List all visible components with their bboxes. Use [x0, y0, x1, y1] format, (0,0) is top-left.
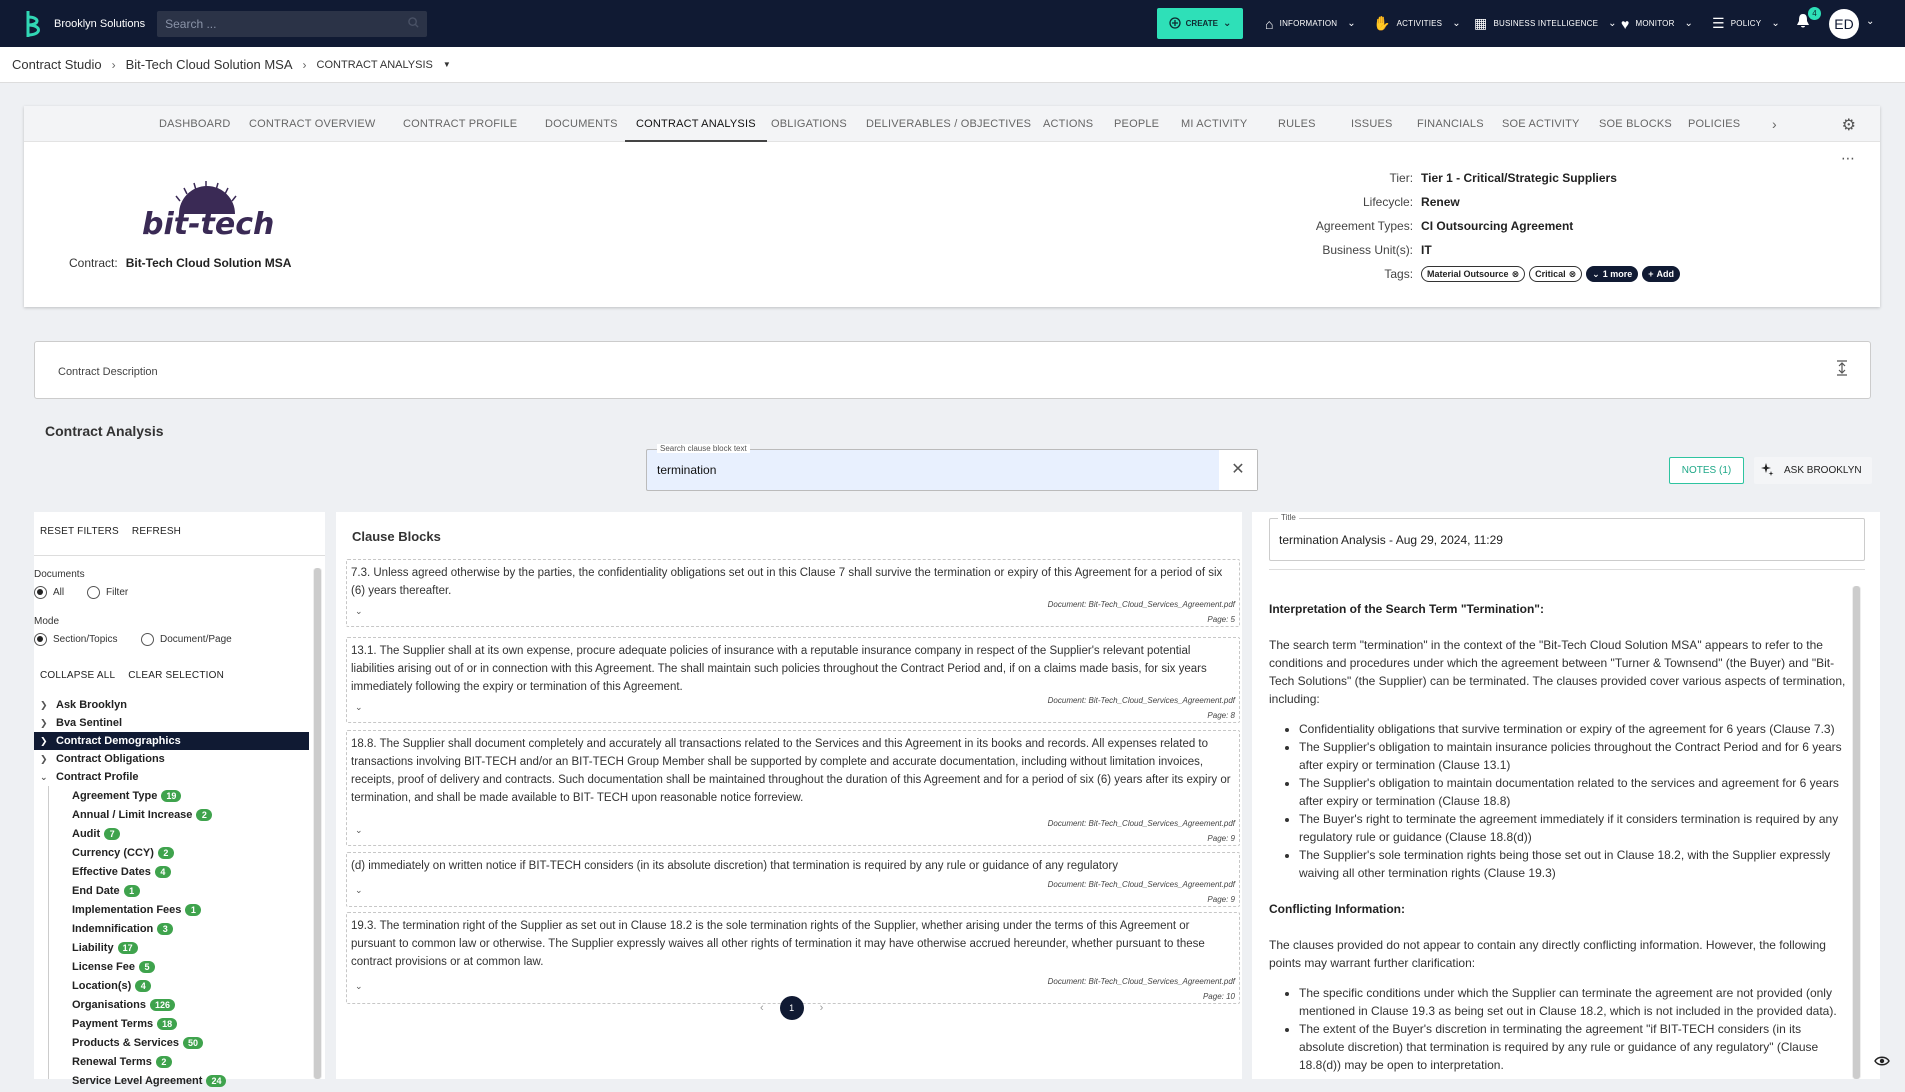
tree-subitem-label: Indemnification	[72, 922, 154, 935]
chevron-right-icon[interactable]: ❯	[40, 699, 48, 710]
chevron-down-icon: ⌄	[1222, 18, 1232, 29]
attr-lifecycle	[1271, 190, 1684, 214]
count-badge: 3	[157, 923, 173, 935]
tree-subitem[interactable]	[34, 881, 309, 900]
tree-subitem-label: Location(s)	[72, 979, 132, 992]
attr-lifecycle-value: Renew	[1421, 195, 1460, 209]
radio-unselected-icon	[87, 586, 100, 599]
gear-icon[interactable]: ⚙	[1841, 117, 1856, 134]
more-tags-label: 1 more	[1602, 269, 1633, 279]
conflicting-list	[1269, 984, 1847, 1074]
clause-document: Document: Bit-Tech_Cloud_Services_Agreement.pdf	[1047, 880, 1235, 889]
tree-subitem-label: Implementation Fees	[72, 903, 182, 916]
tag-label: Critical	[1535, 269, 1566, 279]
clear-selection-button[interactable]: CLEAR SELECTION	[128, 670, 225, 681]
tree-subitem-label: Annual / Limit Increase	[72, 808, 193, 821]
add-tag-label: Add	[1656, 269, 1674, 279]
tree-item-bva-sentinel[interactable]	[34, 714, 309, 732]
menu-policy-label: POLICY	[1730, 19, 1762, 28]
chevron-down-icon: ⌄	[1592, 268, 1600, 279]
caret-down-icon[interactable]: ▼	[442, 60, 451, 69]
chevron-down-icon[interactable]: ⌄	[355, 885, 363, 895]
documents-filter-label: Filter	[106, 587, 129, 598]
clause-blocks-title: Clause Blocks	[352, 529, 441, 544]
chevron-right-icon[interactable]: ❯	[40, 717, 48, 728]
chevron-right-icon: ›	[302, 57, 307, 72]
tree-subitem[interactable]	[34, 843, 309, 862]
note-title-field[interactable]	[1269, 513, 1865, 561]
tab-actions[interactable]: ACTIONS	[1043, 118, 1094, 130]
menu-policy[interactable]	[1712, 0, 1780, 47]
attr-business-units-value: IT	[1421, 243, 1432, 257]
tree-subitem[interactable]	[34, 957, 309, 976]
tree-subitem[interactable]	[34, 1033, 309, 1052]
tree-subitem-label: Organisations	[72, 998, 146, 1011]
menu-information[interactable]	[1265, 0, 1356, 47]
tag-label: Material Outsource	[1427, 269, 1509, 279]
count-badge: 2	[158, 847, 174, 859]
count-badge: 50	[183, 1037, 203, 1049]
list-item: • The Supplier's sole termination rights being those set out in Clause 18.2, with the Supplier expressly waiving all other termination rights (Clause 19.3)	[1299, 846, 1847, 882]
attr-tags-key: Tags:	[1384, 267, 1414, 281]
sliders-icon: ☰	[1712, 15, 1725, 31]
tree-subitem-label: Audit	[72, 827, 101, 840]
pagination	[760, 996, 823, 1020]
user-avatar[interactable]: ED	[1829, 9, 1859, 39]
tree-item-ask-brooklyn[interactable]	[34, 696, 309, 714]
radio-selected-icon	[34, 586, 47, 599]
more-tags-button[interactable]	[1586, 266, 1638, 282]
current-page-button[interactable]: 1	[780, 996, 804, 1020]
tree-item-contract-demographics[interactable]	[34, 732, 309, 750]
hand-icon: ✋	[1373, 15, 1391, 31]
chevron-right-icon[interactable]: ❯	[40, 735, 48, 746]
tree-subitem-label: Service Level Agreement	[72, 1074, 203, 1087]
interpretation-paragraph: The search term "termination" in the context of the "Bit-Tech Cloud Solution MSA" appears to refer to the conditions and procedures under which the agreement between "Turner & Townsend" (the Buyer) and "Bit-Tech Solutions" (the Supplier) can be terminated. The clauses provided cover various aspects of termination, including:	[1269, 638, 1846, 706]
attr-tier-value: Tier 1 - Critical/Strategic Suppliers	[1421, 171, 1617, 185]
mode-document-radio[interactable]	[141, 633, 232, 646]
tree-subitem[interactable]	[34, 995, 309, 1014]
tree-guide-line	[48, 786, 49, 1079]
count-badge: 1	[124, 885, 140, 897]
tab-rules[interactable]: RULES	[1278, 118, 1316, 130]
menu-business-intelligence[interactable]	[1474, 0, 1617, 47]
tree-subitem[interactable]	[34, 919, 309, 938]
clause-page: Page: 9	[1207, 895, 1235, 904]
plus-icon: +	[1648, 269, 1654, 279]
menu-monitor-label: MONITOR	[1635, 19, 1675, 28]
eye-icon[interactable]	[1874, 1054, 1890, 1070]
clause-text: (d) immediately on written notice if BIT-TECH considers (in its absolute discretion) that termination is required by any rule or guidance of any regulatory	[351, 860, 1119, 872]
grid-icon: ▦	[1474, 15, 1488, 31]
documents-all-label: All	[53, 587, 65, 598]
brooklyn-logo-icon[interactable]	[24, 9, 44, 39]
contract-attributes	[1271, 166, 1684, 286]
global-search-placeholder: Search ...	[165, 16, 217, 31]
chevron-right-icon: ›	[111, 57, 116, 72]
chevron-right-icon[interactable]: ›	[1772, 116, 1777, 132]
interpretation-list	[1269, 720, 1847, 882]
filter-panel	[34, 512, 325, 1087]
add-tag-button[interactable]	[1642, 266, 1680, 282]
notes-button[interactable]: NOTES (1)	[1669, 457, 1744, 484]
close-icon[interactable]: ✕	[1219, 450, 1257, 490]
contract-header-card	[24, 106, 1880, 307]
breadcrumb-contract-name[interactable]: Bit-Tech Cloud Solution MSA	[125, 57, 293, 72]
attr-tags	[1271, 262, 1684, 286]
reset-filters-button[interactable]: RESET FILTERS	[40, 526, 119, 537]
conflicting-heading: Conflicting Information:	[1269, 902, 1405, 916]
tree-item-label: Contract Demographics	[56, 735, 181, 747]
chevron-down-icon[interactable]: ⌄	[40, 771, 48, 782]
clause-document: Document: Bit-Tech_Cloud_Services_Agreement.pdf	[1047, 819, 1235, 828]
clause-search-value[interactable]: termination	[657, 463, 717, 477]
tag-chip[interactable]	[1529, 266, 1582, 282]
list-item: • The extent of the Buyer's discretion in terminating the agreement "if BIT-TECH considers (in its absolute discretion) that termination is required by any rule or guidance of any regulatory" (Clause 18.8(d)) may be open to interpretation.	[1299, 1020, 1847, 1074]
heart-pulse-icon: ♥	[1621, 15, 1630, 32]
attr-business-units-key: Business Unit(s):	[1322, 243, 1414, 257]
count-badge: 24	[206, 1075, 226, 1087]
organisation-name: Brooklyn Solutions	[54, 17, 146, 30]
tree-subitem[interactable]	[34, 824, 309, 843]
clause-text: 18.8. The Supplier shall document completely and accurately all transactions related to the Services and this Agreement in its books and records. All expenses related to transactions involving BIT-TECH and/or an BIT-TECH Group Member shall be supported by complete and accurate documentation, including without limitation invoices, receipts, proof of delivery and contracts. Such documentation shall be maintained throughout the duration of this Agreement and for a period of six (6) years after its expiry or termination, and shall be made available to BIT- TECH upon reasonable notice forreview.	[351, 738, 1231, 804]
list-item: • The Buyer's right to terminate the agreement immediately if it considers termination is required by any regulatory rule or guidance (Clause 18.8(d))	[1299, 810, 1847, 846]
sparkle-icon	[1760, 462, 1774, 479]
tree-actions	[40, 670, 224, 681]
contract-tabs	[24, 106, 1880, 142]
chevron-left-icon[interactable]: ‹	[760, 1002, 764, 1014]
remove-tag-icon[interactable]: ⊗	[1568, 268, 1577, 279]
tree-subitem[interactable]	[34, 900, 309, 919]
count-badge: 2	[156, 1056, 172, 1068]
chevron-down-icon: ⌄	[1452, 18, 1461, 29]
clause-document: Document: Bit-Tech_Cloud_Services_Agreement.pdf	[1047, 600, 1235, 609]
count-badge: 126	[150, 999, 175, 1011]
tree-subitem[interactable]	[34, 938, 309, 957]
chevron-right-icon[interactable]: ›	[819, 1002, 824, 1014]
count-badge: 18	[157, 1018, 177, 1030]
clause-block[interactable]	[346, 912, 1240, 1004]
clause-page: Page: 8	[1207, 711, 1235, 720]
analysis-content	[1269, 600, 1847, 1092]
mode-label: Mode	[34, 616, 60, 627]
breadcrumb-current-page[interactable]: CONTRACT ANALYSIS	[316, 58, 433, 71]
tree-subitem[interactable]	[34, 862, 309, 881]
clause-search-input[interactable]	[646, 444, 1258, 491]
mode-section-radio[interactable]	[34, 633, 117, 646]
note-scrollbar[interactable]	[1852, 586, 1861, 1079]
chevron-right-icon[interactable]: ❯	[40, 753, 48, 764]
tab-contract-profile[interactable]: CONTRACT PROFILE	[403, 118, 518, 130]
contract-label: Contract:	[69, 256, 118, 270]
create-label: CREATE	[1185, 19, 1218, 28]
contract-analysis-title: Contract Analysis	[45, 423, 164, 439]
clause-document: Document: Bit-Tech_Cloud_Services_Agreement.pdf	[1047, 977, 1235, 986]
count-badge: 2	[196, 809, 212, 821]
list-item: • Confidentiality obligations that survive termination or expiry of the agreement for 6 years (Clause 7.3)	[1299, 720, 1847, 738]
note-title-value[interactable]: termination Analysis - Aug 29, 2024, 11:29	[1279, 533, 1503, 547]
clause-text: 13.1. The Supplier shall at its own expense, procure adequate policies of insurance with a reputable insurance company in respect of the Supplier's relevant potential liabilities arising out of or in connection with this Agreement. The shall maintain such policies throughout the Contract Period and, if on a claims made basis, for six years immediately following the expiry or termination of this Agreement.	[351, 645, 1207, 693]
tab-soe-blocks[interactable]: SOE BLOCKS	[1599, 118, 1672, 130]
breadcrumb	[0, 47, 1905, 83]
list-item: • The Supplier's obligation to maintain insurance policies throughout the Contract Period and for 6 years after expiry or termination (Clause 13.1)	[1299, 738, 1847, 774]
tab-dashboard[interactable]: DASHBOARD	[159, 118, 231, 130]
ask-brooklyn-button[interactable]	[1754, 457, 1872, 484]
tag-chip[interactable]	[1421, 266, 1525, 282]
tree-subitem[interactable]	[34, 1052, 309, 1071]
interpretation-heading: Interpretation of the Search Term "Termination":	[1269, 602, 1544, 616]
notification-count-badge: 4	[1808, 7, 1821, 20]
attr-agreement-types-key: Agreement Types:	[1315, 219, 1414, 233]
tree-subitem-label: End Date	[72, 884, 120, 897]
filter-actions	[40, 526, 181, 537]
tab-issues[interactable]: ISSUES	[1351, 118, 1393, 130]
supplier-logo	[114, 174, 284, 244]
note-title-label: Title	[1278, 513, 1299, 522]
count-badge: 1	[185, 904, 201, 916]
tree-subitem-label: Effective Dates	[72, 865, 151, 878]
tab-soe-activity[interactable]: SOE ACTIVITY	[1502, 118, 1580, 130]
menu-monitor[interactable]	[1621, 0, 1693, 47]
chevron-down-icon[interactable]: ⌄	[1866, 16, 1875, 27]
tree-subitem-label: Currency (CCY)	[72, 846, 154, 859]
search-icon	[408, 17, 419, 31]
clause-page: Page: 5	[1207, 615, 1235, 624]
ask-brooklyn-label: ASK BROOKLYN	[1784, 465, 1862, 476]
home-icon: ⌂	[1265, 15, 1274, 32]
list-item: • The Supplier's obligation to maintain documentation related to the services and agreement for 6 years after expiry or termination (Clause 18.8)	[1299, 774, 1847, 810]
tab-obligations[interactable]: OBLIGATIONS	[771, 118, 847, 130]
mode-document-label: Document/Page	[160, 634, 232, 645]
tree-subitem-label: Liability	[72, 941, 114, 954]
chevron-down-icon[interactable]: ⌄	[355, 825, 363, 835]
divider	[34, 555, 325, 556]
clause-text: 19.3. The termination right of the Supplier as set out in Clause 18.2 is the sole termination rights of the Supplier, whether arising under the terms of this Agreement or pursuant to common law or otherwise. The Supplier expressly waives all other rights of termination it may have otherwise accrued hereunder, whether pursuant to these contract provisions or at common law.	[351, 920, 1205, 968]
tab-people[interactable]: PEOPLE	[1114, 118, 1160, 130]
global-search-input[interactable]	[157, 11, 427, 37]
count-badge: 7	[104, 828, 120, 840]
count-badge: 5	[139, 961, 155, 973]
radio-unselected-icon	[141, 633, 154, 646]
count-badge: 19	[161, 790, 181, 802]
tree-item-label: Contract Profile	[56, 771, 139, 783]
tree-subitem-label: Products & Services	[72, 1036, 179, 1049]
menu-business-intelligence-label: BUSINESS INTELLIGENCE	[1493, 19, 1599, 28]
tree-item-label: Contract Obligations	[56, 753, 165, 765]
tree-item-contract-obligations[interactable]	[34, 750, 309, 768]
tree-item-label: Ask Brooklyn	[56, 699, 127, 711]
filter-scrollbar[interactable]	[313, 568, 322, 1079]
topic-tree	[34, 696, 309, 1090]
menu-activities[interactable]	[1373, 0, 1461, 47]
tab-policies[interactable]: POLICIES	[1688, 118, 1741, 130]
clause-block[interactable]	[346, 637, 1240, 723]
tab-deliverables-objectives[interactable]: DELIVERABLES / OBJECTIVES	[866, 118, 1032, 130]
menu-information-label: INFORMATION	[1279, 19, 1338, 28]
refresh-button[interactable]: REFRESH	[131, 526, 182, 537]
chevron-down-icon: ⌄	[1771, 18, 1780, 29]
clause-page: Page: 10	[1202, 992, 1235, 1001]
tree-subitem[interactable]	[34, 786, 309, 805]
clause-page: Page: 9	[1207, 834, 1235, 843]
chevron-down-icon[interactable]: ⌄	[355, 606, 363, 616]
collapse-all-button[interactable]: COLLAPSE ALL	[40, 670, 116, 681]
divider	[1269, 569, 1865, 570]
menu-activities-label: ACTIVITIES	[1396, 19, 1443, 28]
count-badge: 4	[155, 866, 171, 878]
list-item: • The specific conditions under which the Supplier can terminate the agreement are not provided (only mentioned in Clause 19.3 as being set out in Clause 18.2, which is not included in the provided data).	[1299, 984, 1847, 1020]
clause-block[interactable]	[346, 559, 1240, 627]
documents-all-radio[interactable]	[34, 586, 64, 599]
expand-vertical-icon[interactable]	[1836, 360, 1848, 381]
tree-item-label: Bva Sentinel	[56, 717, 123, 729]
count-badge: 17	[118, 942, 138, 954]
tree-subitem-label: License Fee	[72, 960, 135, 973]
tree-subitem[interactable]	[34, 1014, 309, 1033]
contract-description-box[interactable]	[34, 341, 1871, 399]
tab-contract-overview[interactable]: CONTRACT OVERVIEW	[249, 118, 376, 130]
top-navigation-bar	[0, 0, 1905, 47]
tree-subitem-label: Payment Terms	[72, 1017, 154, 1030]
tree-subitem[interactable]	[34, 1071, 309, 1090]
plus-circle-icon	[1169, 17, 1181, 31]
contract-name: Bit-Tech Cloud Solution MSA	[125, 256, 292, 270]
clause-search-label: Search clause block text	[657, 444, 750, 453]
scrollbar-thumb[interactable]	[314, 568, 321, 1079]
tab-mi-activity[interactable]: MI ACTIVITY	[1181, 118, 1248, 130]
clause-text: 7.3. Unless agreed otherwise by the parties, the confidentiality obligations set out in this Clause 7 shall survive the termination or expiry of this Agreement for a period of six (6) years thereafter.	[351, 567, 1223, 597]
remove-tag-icon[interactable]: ⊗	[1511, 268, 1520, 279]
tree-subitem-label: Renewal Terms	[72, 1055, 152, 1068]
count-badge: 4	[135, 980, 151, 992]
mode-section-label: Section/Topics	[53, 634, 118, 645]
clause-block[interactable]	[346, 730, 1240, 846]
clause-block[interactable]	[346, 852, 1240, 907]
supplier-logo-text: bit-tech	[142, 207, 275, 242]
clause-blocks-panel	[336, 512, 1242, 1079]
attr-tier-key: Tier:	[1389, 171, 1414, 185]
chevron-down-icon[interactable]: ⌄	[355, 702, 363, 712]
attr-agreement-types-value: CI Outsourcing Agreement	[1421, 219, 1574, 233]
clause-document: Document: Bit-Tech_Cloud_Services_Agreement.pdf	[1047, 696, 1235, 705]
radio-selected-icon	[34, 633, 47, 646]
attr-tier	[1271, 166, 1684, 190]
analysis-note-panel	[1252, 512, 1880, 1079]
chevron-down-icon: ⌄	[1347, 18, 1356, 29]
contract-name-line	[69, 256, 291, 270]
chevron-down-icon[interactable]: ⌄	[355, 981, 363, 991]
create-button[interactable]	[1157, 8, 1243, 39]
chevron-down-icon: ⌄	[1684, 18, 1694, 29]
tab-documents[interactable]: DOCUMENTS	[545, 118, 618, 130]
attr-agreement-types	[1271, 214, 1684, 238]
tree-subitem[interactable]	[34, 805, 309, 824]
tab-financials[interactable]: FINANCIALS	[1417, 118, 1484, 130]
more-options-icon[interactable]: ⋯	[1841, 150, 1856, 166]
conflicting-paragraph: The clauses provided do not appear to contain any directly conflicting information. However, the following points may warrant further clarification:	[1269, 938, 1826, 970]
contract-description-label: Contract Description	[58, 366, 158, 378]
tree-subitem-label: Agreement Type	[72, 789, 158, 802]
chevron-down-icon: ⌄	[1608, 18, 1617, 29]
attr-lifecycle-key: Lifecycle:	[1363, 195, 1414, 209]
tree-subitem[interactable]	[34, 976, 309, 995]
breadcrumb-contract-studio[interactable]: Contract Studio	[12, 57, 102, 72]
tab-contract-analysis[interactable]: CONTRACT ANALYSIS	[625, 106, 767, 142]
scrollbar-thumb[interactable]	[1853, 586, 1860, 1079]
documents-label: Documents	[34, 569, 85, 580]
documents-filter-radio[interactable]	[87, 586, 128, 599]
attr-business-units	[1271, 238, 1684, 262]
tree-item-contract-profile[interactable]	[34, 768, 309, 786]
